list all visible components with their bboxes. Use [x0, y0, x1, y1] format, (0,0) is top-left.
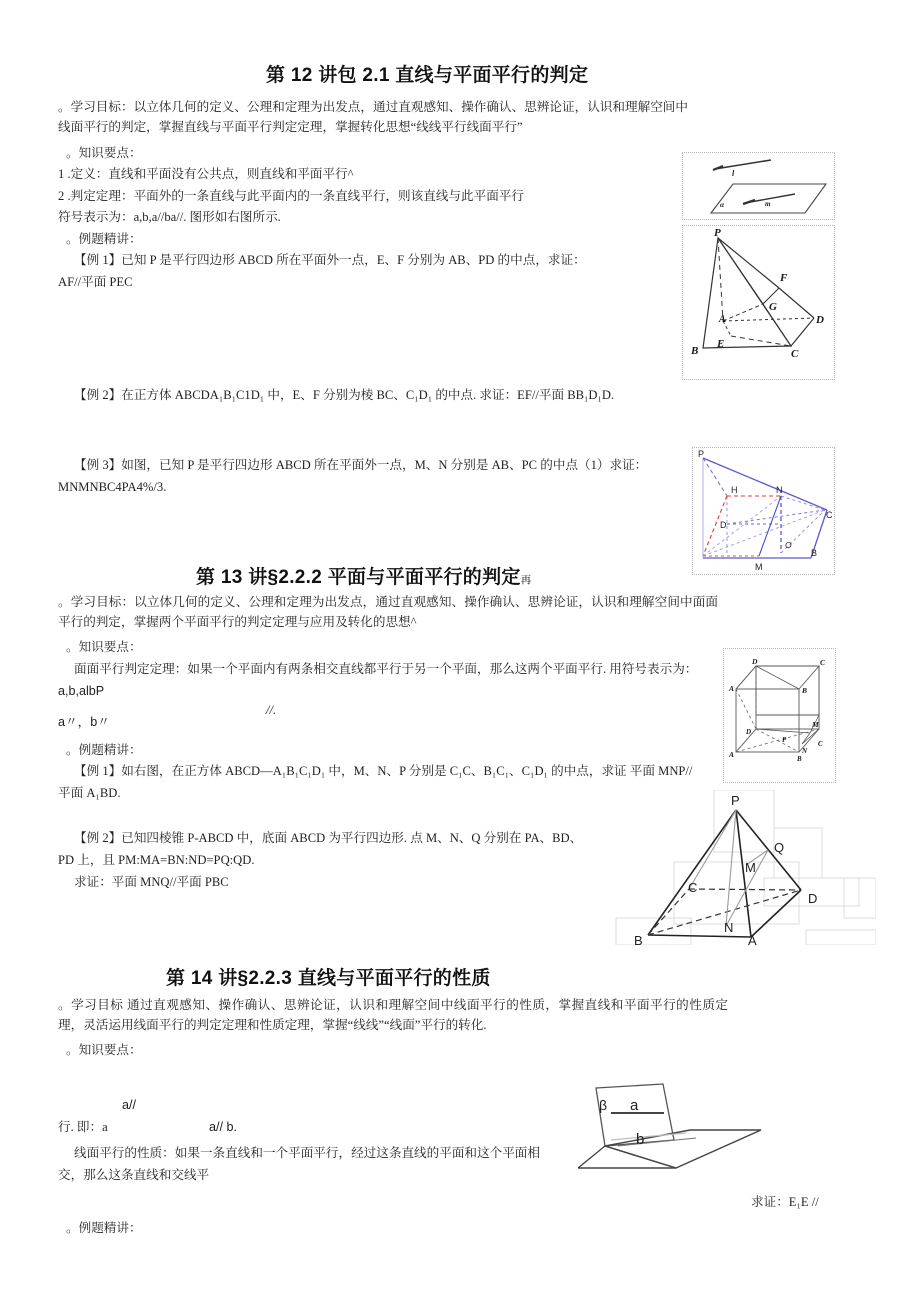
lecture12-example-3-cont: MNMNBC4PA4%/3.	[58, 480, 167, 494]
figure-line-plane	[682, 152, 835, 220]
svg-text:M: M	[755, 562, 763, 572]
lecture13-example-2-line2: PD 上，且 PM:MA=BN:ND=PQ:QD.	[58, 853, 255, 867]
lecture14-property-line1: 线面平行的性质：如果一条直线和一个平面平行，经过这条直线的平面和这个平面相	[74, 1146, 540, 1160]
svg-text:C: C	[818, 740, 823, 748]
lecture14-goal: 。学习目标 通过直观感知、操作确认、思辨论证，认识和理解空间中线面平行的性质，掌握直线和平面平行的性质定理，灵活运用线面平行的判定定理和性质定理，掌握“线线”“线面”平行的转化.	[58, 998, 728, 1033]
lecture13-symbol-parallel: //.	[266, 703, 277, 717]
lecture13-theorem: 面面平行判定定理：如果一个平面内有两条相交直线都平行于另一个平面，那么这两个平面平行. 用符号表示为：	[74, 662, 698, 676]
svg-text:C: C	[826, 510, 833, 520]
svg-text:m: m	[765, 200, 771, 208]
svg-text:P: P	[698, 449, 705, 459]
svg-text:C: C	[688, 880, 698, 895]
lecture14-examples-label: 。例题精讲：	[66, 1221, 142, 1235]
svg-text:A: A	[729, 684, 735, 693]
svg-text:β: β	[599, 1097, 608, 1113]
svg-text:Q: Q	[774, 840, 785, 855]
lecture13-title-suffix: 再	[520, 574, 532, 586]
lecture12-examples-label: 。例题精讲：	[66, 232, 142, 246]
svg-text:B: B	[797, 755, 802, 763]
lecture14-fragment-a-parallel: a//	[122, 1098, 137, 1112]
lecture12-points-label: 。知识要点：	[66, 146, 142, 160]
figure-cube-mnp	[723, 648, 836, 783]
svg-text:C: C	[791, 348, 799, 360]
svg-text:B: B	[691, 345, 699, 357]
svg-text:D: D	[752, 657, 758, 666]
svg-text:N: N	[776, 485, 783, 495]
lecture12-point-2: 2 .判定定理：平面外的一条直线与此平面内的一条直线平行，则该直线与此平面平行	[58, 189, 524, 203]
svg-text:N: N	[724, 920, 734, 935]
lecture13-goal: 。学习目标：以立体几何的定义、公理和定理为出发点，通过直观感知、操作确认、思辨论证，认识和理解空间中面面平行的判定，掌握两个平面平行的判定定理与应用及转化的思想^	[58, 595, 718, 630]
svg-text:P: P	[731, 793, 740, 808]
figure-pyramid-pecd	[682, 225, 835, 380]
svg-text:H: H	[731, 485, 738, 495]
figure-parallelogram-mn	[692, 447, 835, 575]
svg-text:D: D	[720, 520, 727, 530]
lecture13-title-text: 第 13 讲§2.2.2 平面与平面平行的判定	[196, 567, 521, 588]
svg-text:C: C	[820, 658, 826, 667]
lecture12-goal: 。学习目标：以立体几何的定义、公理和定理为出发点，通过直观感知、操作确认、思辨论证，认识和理解空间中线面平行的判定，掌握直线与平面平行判定定理，掌握转化思想“线线平行线面平行”	[58, 100, 688, 135]
lecture13-title	[196, 562, 532, 589]
lecture12-symbol-line: 符号表示为：a,b,a//ba//. 图形如右图所示.	[58, 210, 281, 224]
lecture14-points-label: 。知识要点：	[66, 1043, 142, 1057]
lecture14-fragment-line: 行. 即：a	[58, 1120, 108, 1134]
svg-text:A: A	[729, 750, 735, 759]
svg-text:D: D	[816, 314, 824, 326]
lecture13-example-1: 【例 1】如右图，在正方体 ABCD—A₁B₁C₁D₁ 中，M、N、P 分别是 C₁C、B₁C₁、C₁D₁ 的中点，求证 平面 MNP//	[74, 764, 693, 778]
svg-text:G: G	[769, 301, 777, 313]
lecture13-symbol-line-1: a,b,albP	[58, 684, 105, 698]
lecture12-title: 第 12 讲包 2.1 直线与平面平行的判定	[266, 65, 589, 86]
lecture13-example-2-line3: 求证：平面 MNQ//平面 PBC	[74, 875, 229, 889]
svg-text:M: M	[812, 720, 819, 729]
svg-text:D: D	[746, 728, 752, 736]
svg-text:P: P	[714, 227, 721, 239]
lecture12-example-2: 【例 2】在正方体 ABCDA₁B₁C1D₁ 中，E、F 分别为棱 BC、C₁D₁ 的中点. 求证：EF//平面 BB₁D₁D.	[74, 388, 615, 402]
figure-pyramid-mnq	[596, 790, 876, 945]
lecture12-point-1: 1 .定义：直线和平面没有公共点，则直线和平面平行^	[58, 167, 354, 181]
svg-text:B: B	[634, 933, 643, 945]
svg-text:O: O	[785, 540, 792, 550]
svg-text:B: B	[811, 548, 818, 558]
lecture13-examples-label: 。例题精讲：	[66, 743, 142, 757]
lecture12-example-1-cont: AF//平面 PEC	[58, 275, 133, 289]
lecture14-qiuzheng: 求证：E₁E //	[751, 1195, 819, 1209]
lecture12-example-1: 【例 1】已知 P 是平行四边形 ABCD 所在平面外一点，E、F 分别为 AB、PD 的中点，求证：	[74, 253, 586, 267]
svg-text:D: D	[808, 891, 818, 906]
lecture14-title: 第 14 讲§2.2.3 直线与平面平行的性质	[166, 968, 491, 989]
svg-text:α: α	[720, 200, 725, 209]
lecture12-example-3: 【例 3】如图，已知 P 是平行四边形 ABCD 所在平面外一点，M、N 分别是 AB、PC 的中点（1）求证：	[74, 458, 648, 472]
svg-text:M: M	[745, 860, 756, 875]
lecture14-property-line2: 交，那么这条直线和交线平	[58, 1168, 210, 1182]
svg-text:a: a	[630, 1097, 639, 1114]
svg-text:P: P	[782, 736, 787, 744]
lecture13-symbol-line-2: a〃，b〃	[58, 715, 110, 729]
figure-two-planes	[578, 1068, 778, 1178]
lecture13-example-1-cont: 平面 A₁BD.	[58, 786, 121, 800]
lecture13-points-label: 。知识要点：	[66, 640, 142, 654]
svg-text:N: N	[802, 747, 808, 755]
lecture14-fragment-ab: a// b.	[209, 1120, 238, 1134]
lecture13-example-2-line1: 【例 2】已知四棱锥 P-ABCD 中，底面 ABCD 为平行四边形. 点 M、N、Q 分别在 PA、BD、	[74, 831, 583, 845]
svg-text:A: A	[719, 314, 726, 325]
svg-text:b: b	[636, 1131, 645, 1148]
svg-text:F: F	[780, 272, 788, 284]
svg-text:B: B	[802, 686, 808, 695]
svg-text:E: E	[717, 338, 725, 350]
svg-text:l: l	[732, 169, 735, 178]
svg-text:A: A	[748, 933, 757, 945]
